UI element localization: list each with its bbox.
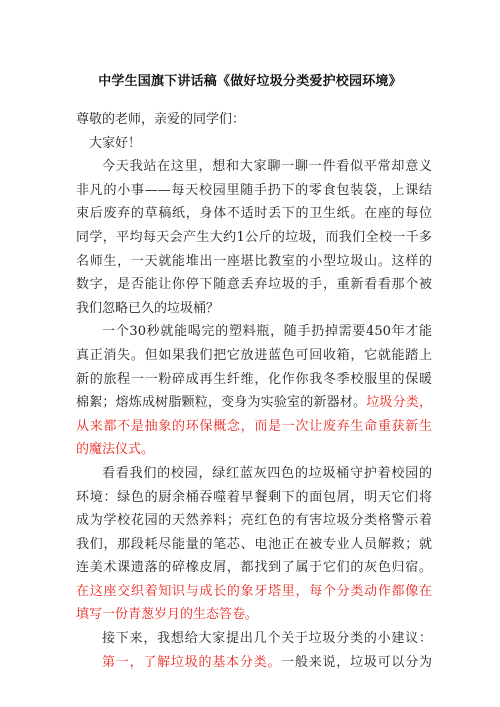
paragraph-line: 环境：绿色的厨余桶吞噬着早餐剩下的面包屑，明天它们将: [76, 489, 432, 505]
document-title: 中学生国旗下讲话稿《做好垃圾分类爱护校园环境》: [98, 74, 402, 89]
paragraph-line: 数字，是否能让你停下随意丢弃垃圾的手，重新看看那个被: [76, 277, 432, 293]
paragraph-line: 我们忽略已久的垃圾桶？: [76, 300, 220, 316]
salutation-line: 尊敬的老师，亲爱的同学们：: [76, 112, 246, 127]
paragraph-line: 连美术课遗落的碎橡皮屑，都找到了属于它们的灰色归宿。: [76, 560, 432, 576]
paragraph-line: 成为学校花园的天然养料；亮红色的有害垃圾分类格警示着: [76, 513, 432, 529]
paragraph-line: 真正消失。但如果我们把它放进蓝色可回收箱，它就能踏上: [76, 347, 432, 363]
paragraph-line: 非凡的小事——每天校园里随手扔下的零食包装袋，上课结: [76, 182, 432, 198]
highlighted-line: 在这座交织着知识与成长的象牙塔里，每个分类动作都像在: [76, 583, 432, 599]
highlighted-line: 填写一份青葱岁月的生态答卷。: [76, 607, 259, 623]
paragraph-line: 第一，了解垃圾的基本分类。一般来说，垃圾可以分为: [102, 654, 432, 670]
paragraph-line: 棉絮；熔炼成树脂颗粒，变身为实验室的新器材。垃圾分类，: [76, 395, 432, 411]
paragraph-line: 新的旅程一一粉碎成再生纤维，化作你我冬季校服里的保暖: [76, 371, 432, 387]
paragraph-line: 名师生，一天就能堆出一座堪比教室的小型垃圾山。这样的: [76, 253, 432, 269]
paragraph-line: 同学，平均每天会产生大约1公斤的垃圾，而我们全校一千多: [76, 229, 432, 245]
highlighted-line: 的魔法仪式。: [76, 442, 155, 458]
paragraph-line: 一个30秒就能喝完的塑料瓶，随手扔掉需要450年才能: [102, 324, 432, 340]
paragraph-line: 今天我站在这里，想和大家聊一聊一件看似平常却意义: [102, 159, 432, 175]
paragraph-line: 看看我们的校园，绿红蓝灰四色的垃圾桶守护着校园的: [102, 465, 432, 481]
highlighted-line: 从来都不是抽象的环保概念，而是一次让废弃生命重获新生: [76, 418, 432, 434]
greeting-line: 大家好！: [89, 135, 142, 151]
speech-body: [76, 108, 432, 674]
highlighted-text: 第一，了解垃圾的基本分类。: [102, 654, 282, 670]
paragraph-line: 束后废弃的草稿纸，身体不适时丢下的卫生纸。在座的每位: [76, 206, 432, 222]
paragraph-line: 接下来，我想给大家提出几个关于垃圾分类的小建议：: [102, 631, 432, 647]
highlighted-text: 垃圾分类，: [366, 395, 432, 411]
paragraph-line: 我们，那段耗尽能量的笔芯、电池正在被专业人员解救；就: [76, 536, 432, 552]
